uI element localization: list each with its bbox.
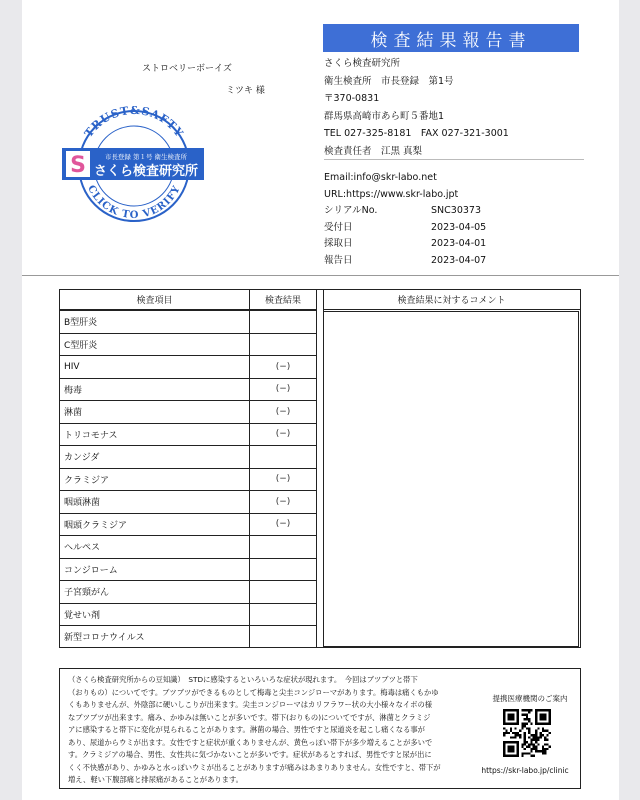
test-result <box>250 311 316 333</box>
comment-area <box>323 311 579 647</box>
test-item-name: コンジローム <box>60 559 250 581</box>
seal-band-main: さくら検査研究所 <box>93 164 199 179</box>
test-result <box>250 334 316 356</box>
test-result <box>250 559 316 581</box>
lab-contact <box>324 170 486 269</box>
table-row <box>60 468 316 491</box>
test-item-name: B型肝炎 <box>60 311 250 333</box>
report-title: 検査結果報告書 <box>323 24 579 52</box>
lab-tel-fax: TEL 027-325-8181 FAX 027-321-3001 <box>324 128 509 139</box>
knowledge-line: くもありませんが、外陰部に硬いしこりが出来ます。尖圭コンジローマはカリフラワー状の大小様々なイボの様 <box>68 700 433 709</box>
lab-info <box>324 55 509 160</box>
lab-email[interactable]: Email:info@skr-labo.net <box>324 172 437 183</box>
table-row <box>60 378 316 401</box>
test-item-name: ヘルペス <box>60 536 250 558</box>
table-row <box>60 558 316 581</box>
table-row <box>60 490 316 513</box>
test-item-name: 咽頭クラミジア <box>60 514 250 536</box>
knowledge-line: アに感染すると帯下に変化が見られることがあります。淋菌の場合、男性ですと尿道炎を起こし痛くなる事が <box>68 725 425 734</box>
table-row <box>60 625 316 648</box>
header-item: 検査項目 <box>60 290 250 310</box>
table-row <box>60 310 316 333</box>
table-row <box>60 580 316 603</box>
seal-letter: S <box>70 153 86 178</box>
received-date-row: 受付日 2023-04-05 <box>324 221 487 233</box>
test-item-name: カンジダ <box>60 446 250 468</box>
test-item-name: HIV <box>60 356 250 378</box>
divider <box>324 159 584 160</box>
test-item-name: C型肝炎 <box>60 334 250 356</box>
knowledge-line: くく不快感があり、かゆみと水っぽいウミが出ることがありますが痛みはあまりありません。女性ですと、帯下が <box>68 762 441 772</box>
seal-bottom-text: CLICK TO VERIFY <box>85 183 183 222</box>
lab-manager: 検査責任者 江黒 真梨 <box>324 145 423 157</box>
table-row <box>60 423 316 446</box>
lab-registration: 衛生検査所 市長登録 第1号 <box>324 75 454 87</box>
test-result: (−) <box>275 519 291 530</box>
test-result <box>250 536 316 558</box>
knowledge-line: す。クラミジアの場合、男性、女性共に気づかないことが多いです。症状があるとすれば、男性ですと尿が出に <box>68 750 432 759</box>
header-comment: 検査結果に対するコメント <box>323 290 580 310</box>
svg-text:TRUST&SAFTY <box>82 106 186 140</box>
header-divider <box>22 275 619 276</box>
test-result: (−) <box>275 384 291 395</box>
seal-band-small: 市長登録 第１号 衛生検査所 <box>104 153 188 161</box>
test-item-name: 淋菌 <box>60 401 250 423</box>
table-row <box>60 513 316 536</box>
report-date-row: 報告日 2023-04-07 <box>324 254 487 266</box>
lab-name: さくら検査研究所 <box>324 58 401 69</box>
verify-seal[interactable] <box>60 106 206 222</box>
test-item-name: 咽頭淋菌 <box>60 491 250 513</box>
test-result: (−) <box>275 496 291 507</box>
knowledge-line: （おりもの）についてです。ブツブツができるものとして梅毒と尖圭コンジローマがあります。梅毒は痛くもかゆ <box>68 687 439 697</box>
table-row <box>60 535 316 558</box>
table-row <box>60 333 316 356</box>
svg-text:CLICK TO VERIFY <box>85 184 183 221</box>
std-knowledge-text <box>68 674 468 787</box>
test-item-name: 覚せい剤 <box>60 604 250 626</box>
table-divider <box>316 290 317 647</box>
test-item-name: 梅毒 <box>60 379 250 401</box>
table-row <box>60 400 316 423</box>
test-result: (−) <box>275 429 291 440</box>
knowledge-line: あり、尿道からウミが出ます。女性ですと症状が重くありませんが、黄色っぽい帯下が多少増えることが多いで <box>68 737 433 747</box>
test-item-name: 新型コロナウイルス <box>60 626 250 648</box>
collected-date-row: 採取日 2023-04-01 <box>324 238 487 249</box>
knowledge-line: （さくら検査研究所からの豆知識） STDに感染するといろいろな症状が現れます。 今回はブツブツと帯下 <box>68 675 418 684</box>
clinic-url[interactable]: https://skr-labo.jp/clinic <box>481 766 569 775</box>
report-page <box>22 0 619 800</box>
clinic-title: 提携医療機関のご案内 <box>492 694 568 703</box>
knowledge-line: なブツブツが出来ます。痛み、かゆみは無いことが多いです。帯下(おりもの)についてですが、淋菌とクラミジ <box>68 712 431 722</box>
test-item-name: 子宮頸がん <box>60 581 250 603</box>
test-item-name: トリコモナス <box>60 424 250 446</box>
test-result <box>250 604 316 626</box>
recipient-company: ストロベリーボーイズ <box>142 64 232 74</box>
lab-address: 群馬県高崎市あら町５番地1 <box>324 110 445 122</box>
lab-url[interactable]: URL:https://www.skr-labo.jpt <box>324 188 459 200</box>
test-result: (−) <box>275 361 291 372</box>
recipient-name: ミツキ 様 <box>226 86 265 96</box>
qr-code-icon[interactable] <box>503 709 551 757</box>
test-result: (−) <box>275 474 291 485</box>
table-row <box>60 603 316 626</box>
seal-top-text: TRUST&SAFTY <box>81 106 187 140</box>
lab-postal: 〒370-0831 <box>324 93 380 104</box>
table-row <box>60 445 316 468</box>
info-box <box>59 668 581 789</box>
test-item-name: クラミジア <box>60 469 250 491</box>
table-row <box>60 355 316 378</box>
test-result <box>250 446 316 468</box>
knowledge-line: 増え、軽い下腹部痛と排尿痛があることがあります。 <box>68 775 243 784</box>
test-result <box>250 581 316 603</box>
test-result: (−) <box>275 406 291 417</box>
header-result: 検査結果 <box>250 290 316 310</box>
serial-row: シリアルNo. SNC30373 <box>324 205 481 216</box>
results-table <box>59 289 581 648</box>
test-result <box>250 626 316 648</box>
